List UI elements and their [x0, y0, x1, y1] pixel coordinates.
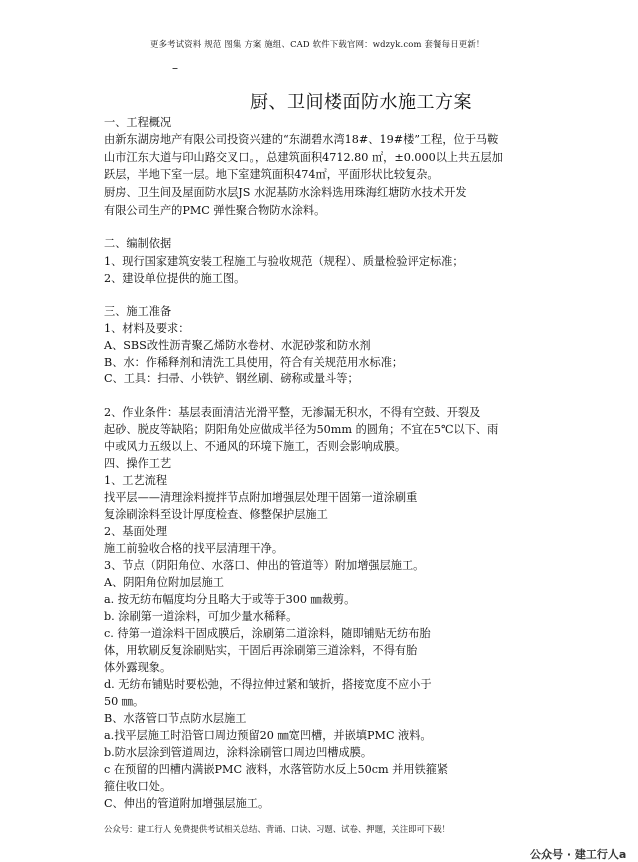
text-line: 二、编制依据 — [104, 237, 172, 250]
text-line: 1、现行国家建筑安装工程施工与验收规范（规程）、质量检验评定标准； — [104, 255, 464, 268]
text-line: b.防水层涂到管道周边，涂料涂刷管口周边凹槽成膜。 — [104, 746, 373, 759]
text-line: 复涂刷涂料至设计厚度检查、修整保护层施工 — [104, 508, 328, 521]
text-line: 施工前验收合格的找平层清理干净。 — [104, 542, 284, 555]
text-line: 跃层，半地下室一层。地下室建筑面积474㎡，平面形状比较复杂。 — [104, 168, 439, 181]
text-line: B、水：作稀释剂和清洗工具使用，符合有关规范用水标准； — [104, 356, 404, 369]
text-line: 起砂、脱皮等缺陷；阴阳角处应做成半径为50mm 的圆角；不宜在5℃以下、雨 — [104, 423, 499, 436]
text-line: 中或风力五级以上、不通风的环境下施工，否则会影响成膜。 — [104, 440, 407, 453]
footer-note: 公众号：建工行人 免费提供考试相关总结、背诵、口诀、习题、试卷、押题，关注即可下载！ — [104, 824, 451, 834]
text-line: b. 涂刷第一道涂料，可加少量水稀释。 — [104, 610, 298, 623]
header-note: 更多考试资料 规范 图集 方案 施组、CAD 软件下载官网：wdzyk.com 套餐每日更新！ — [150, 39, 485, 49]
text-line: 三、施工准备 — [104, 305, 172, 318]
text-line: 2、基面处理 — [104, 525, 168, 538]
text-line: c. 待第一道涂料干固成膜后，涂刷第二道涂料，随即铺贴无纺布胎 — [104, 627, 431, 640]
text-line: 四、操作工艺 — [104, 457, 172, 470]
text-line: B、水落管口节点防水层施工 — [104, 712, 247, 725]
text-line: 体外露现象。 — [104, 661, 172, 674]
text-line: 1、工艺流程 — [104, 474, 168, 487]
text-line: 1、材料及要求： — [104, 322, 190, 335]
text-line: 找平层——清理涂料搅拌节点附加增强层处理干固第一道涂刷重 — [104, 491, 418, 504]
text-line: c 在预留的凹槽内满嵌PMC 液料，水落管防水反上50cm 并用铁箍紧 — [104, 763, 449, 776]
text-line: 由新东湖房地产有限公司投资兴建的“东湖碧水湾18#、19#楼”工程，位于马鞍 — [104, 133, 499, 146]
document-title: 厨、卫间楼面防水施工方案 — [250, 92, 472, 113]
text-line: 一、工程概况 — [104, 116, 172, 129]
text-line: 厨房、卫生间及屋面防水层JS 水泥基防水涂料选用珠海红塘防水技术开发 — [104, 186, 467, 199]
text-line: 山市江东大道与印山路交叉口。，总建筑面积4712.80 ㎡，±0.000以上共五层加 — [104, 151, 503, 164]
text-line: 体，用软刷反复涂刷贴实，干固后再涂刷第三道涂料，不得有胎 — [104, 644, 418, 657]
text-line: A、SBS改性沥青聚乙烯防水卷材、水泥砂浆和防水剂 — [104, 339, 371, 352]
text-line: d. 无纺布铺贴时要松弛，不得拉伸过紧和皱折，搭接宽度不应小于 — [104, 678, 432, 691]
watermark-label: 公众号 · 建工行人a — [530, 848, 627, 861]
text-line: C、工具：扫帚、小铁铲、钢丝刷、磅称或量斗等； — [104, 372, 359, 385]
text-line: a.找平层施工时沿管口周边预留20 ㎜宽凹槽，并嵌填PMC 液料。 — [104, 729, 432, 742]
text-line: 2、作业条件：基层表面清洁光滑平整，无渗漏无积水，不得有空鼓、开裂及 — [104, 406, 481, 419]
text-line: 2、建设单位提供的施工图。 — [104, 272, 246, 285]
text-line: 3、节点（阴阳角位、水落口、伸出的管道等）附加增强层施工。 — [104, 559, 425, 572]
text-line: 箍住收口处。 — [104, 780, 172, 793]
text-line: a. 按无纺布幅度均分且略大于或等于300 ㎜裁剪。 — [104, 593, 356, 606]
text-line: 有限公司生产的PMC 弹性聚合物防水涂料。 — [104, 204, 326, 217]
text-line: C、伸出的管道附加增强层施工。 — [104, 797, 270, 810]
text-line: 50 ㎜。 — [104, 695, 145, 708]
text-line: A、阴阳角位附加层施工 — [104, 576, 224, 589]
dash-mark: – — [172, 61, 178, 75]
